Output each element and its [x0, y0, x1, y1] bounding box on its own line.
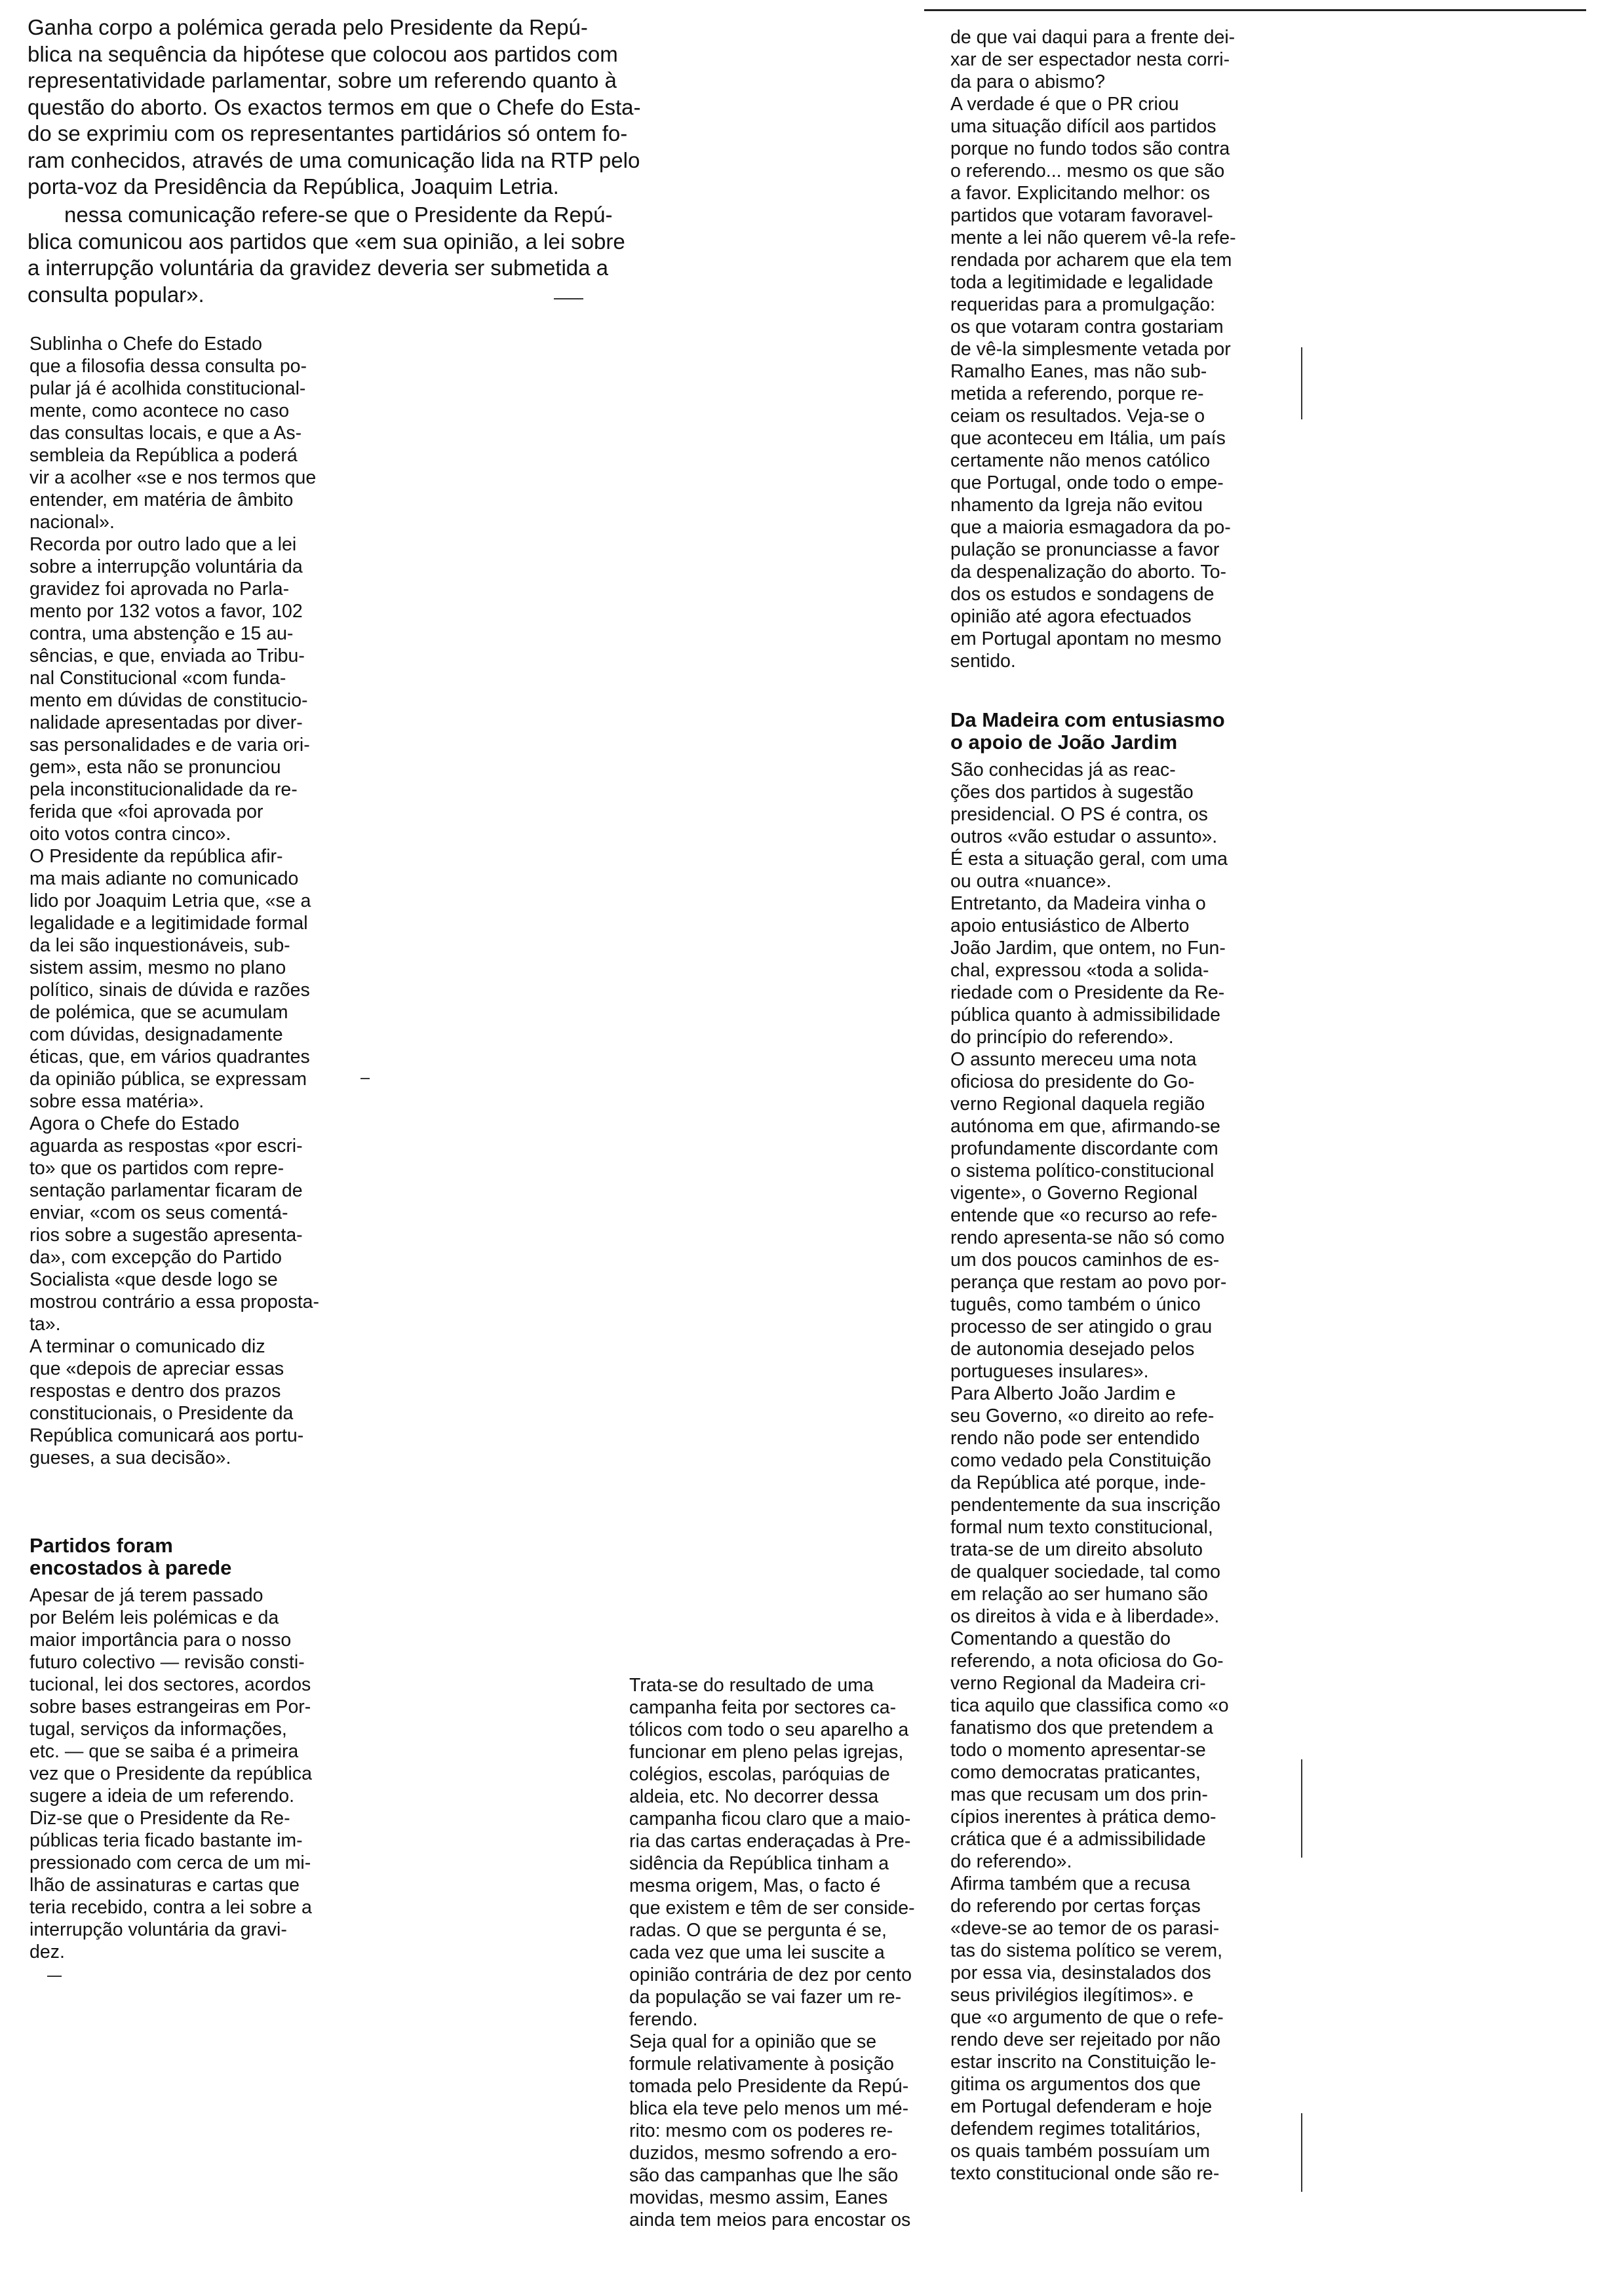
- stray-mark: [554, 298, 583, 299]
- column1-text-part1: Sublinha o Chefe do Estado que a filosofia dessa consulta po- pular já é acolhida constitucional- mente, como acontece no caso das consultas locais, e que a As- sembleia da República a poderá vir a acolher «se e nos termos que entender, em matéria de âmbito nacional». Recorda por outro lado que a lei sobre a interrupção voluntária da gravidez foi aprovada no Parla- mento por 132 votos a favor, 102 contra, uma abstenção e 15 au- sências, e que, enviada ao Tribu- nal Constitucional «com funda- mento em dúvidas de constitucio- nalidade apresentadas por diver- sas personalidades e de varia ori- gem», esta não se pronunciou pela inconstitucionalidade da re- ferida que «foi aprovada por oito votos contra cinco». O Presidente da república afir- ma mais adiante no comunicado lido por Joaquim Letria que, «se a legalidade e a legitimidade formal da lei são inquestionáveis, sub- sistem assim, mesmo no plano político, sinais de dúvida e razões de polémica, que se acumulam com dúvidas, designadamente éticas, que, em vários quadrantes da opinião pública, se expressam sobre essa matéria». Agora o Chefe do Estado aguarda as respostas «por escri- to» que os partidos com repre- sentação parlamentar ficaram de enviar, «com os seus comentá- rios sobre a sugestão apresenta- da», com excepção do Partido Socialista «que desde logo se mostrou contrário a essa proposta- ta». A terminar o comunicado diz que «depois de apreciar essas respostas e dentro dos prazos constitucionais, o Presidente da República comunicará aos portu- gueses, a sua decisão».: [29, 334, 319, 1468]
- margin-mark: [1301, 2113, 1302, 2192]
- column3-text-part1: de que vai daqui para a frente dei- xar de ser espectador nesta corri- da para o abismo? A verdade é que o PR criou uma situação difícil aos partidos porque no fundo todos são contra o referendo... mesmo os que são a favor. Explicitando melhor: os partidos que votaram favoravel- mente a lei não querem vê-la refe- rendada por acharem que ela tem toda a legitimidade e legalidade requeridas para a promulgação: os que votaram contra gostariam de vê-la simplesmente vetada por Ramalho Eanes, mas não sub- metida a referendo, porque re- ceiam os resultados. Veja-se o que aconteceu em Itália, um país certamente não menos católico que Portugal, onde todo o empe- nhamento da Igreja não evitou que a maioria esmagadora da po- pulação se pronunciasse a favor da despenalização do aborto. To- dos os estudos e sondagens de opinião até agora efectuados em Portugal apontam no mesmo sentido.: [950, 27, 1236, 672]
- column2-text: Trata-se do resultado de uma campanha feita por sectores ca- tólicos com todo o seu aparelho a funcionar em pleno pelas igrejas, colégios, escolas, paróquias de aldeia, etc. No decorrer dessa campanha ficou claro que a maio- ria das cartas enderaçadas à Pre- sidência da República tinham a mesma origem, Mas, o facto é que existem e têm de ser conside- radas. O que se pergunta é se, cada vez que uma lei suscite a opinião contrária de dez por cento da população se vai fazer um re- ferendo. Seja qual for a opinião que se formule relativamente à posição tomada pelo Presidente da Repú- blica ela teve pelo menos um mé- rito: mesmo com os poderes re- duzidos, mesmo sofrendo a ero- são das campanhas que lhe são movidas, mesmo assim, Eanes ainda tem meios para encostar os: [629, 1675, 915, 2230]
- column1-text-part2: Apesar de já terem passado por Belém leis polémicas e da maior importância para o nosso futuro colectivo — revisão consti- tucional, lei dos sectores, acordos sobre bases estrangeiras em Por- tugal, serviços da informações, etc. — que se saiba é a primeira vez que o Presidente da república sugere a ideia de um referendo. Diz-se que o Presidente da Re- públicas teria ficado bastante im- pressionado com cerca de um mi- lhão de assinaturas e cartas que teria recebido, contra a lei sobre a interrupção voluntária da gravi- dez.: [29, 1585, 312, 1962]
- top-rule: [924, 9, 1586, 11]
- column1-subheading: Partidos foram encostados à parede: [29, 1534, 232, 1579]
- stray-mark: [47, 1976, 62, 1977]
- column3-subheading: Da Madeira com entusiasmo o apoio de João Jardim: [950, 708, 1225, 754]
- lead-paragraph-2: nessa comunicação refere-se que o Presidente da Repú- blica comunicou aos partidos que «em sua opinião, a lei sobre a interrupção voluntária da gravidez deveria ser submetida a consulta popular».: [28, 202, 625, 307]
- lead-paragraph-1: Ganha corpo a polémica gerada pelo Presidente da Repú- blica na sequência da hipótese que colocou aos partidos com representatividade parlamentar, sobre um referendo quanto à questão do aborto. Os exactos termos em que o Chefe do Esta- do se exprimiu com os representantes partidários só ontem fo- ram conhecidos, através de uma comunicação lida na RTP pelo porta-voz da Presidência da República, Joaquim Letria.: [28, 15, 641, 199]
- stray-mark: [360, 1078, 370, 1079]
- margin-mark: [1301, 1759, 1302, 1858]
- column3-text-part2: São conhecidas já as reac- ções dos partidos à sugestão presidencial. O PS é contra, os outros «vão estudar o assunto». É esta a situação geral, com uma ou outra «nuance». Entretanto, da Madeira vinha o apoio entusiástico de Alberto João Jardim, que ontem, no Fun- chal, expressou «toda a solida- riedade com o Presidente da Re- pública quanto à admissibilidade do princípio do referendo». O assunto mereceu uma nota oficiosa do presidente do Go- verno Regional daquela região autónoma em que, afirmando-se profundamente discordante com o sistema político-constitucional vigente», o Governo Regional entende que «o recurso ao refe- rendo apresenta-se não só como um dos poucos caminhos de es- perança que restam ao povo por- tuguês, como também o único processo de ser atingido o grau de autonomia desejado pelos portugueses insulares». Para Alberto João Jardim e seu Governo, «o direito ao refe- rendo não pode ser entendido como vedado pela Constituição da República até porque, inde- pendentemente da sua inscrição formal num texto constitucional, trata-se de um direito absoluto de qualquer sociedade, tal como em relação ao ser humano são os direitos à vida e à liberdade». Comentando a questão do referendo, a nota oficiosa do Go- verno Regional da Madeira cri- tica aquilo que classifica como «o fanatismo dos que pretendem a todo o momento apresentar-se como democratas praticantes, mas que recusam um dos prin- cípios inerentes à prática demo- crática que é a admissibilidade do referendo». Afirma também que a recusa do referendo por certas forças «deve-se ao temor de os parasi- tas do sistema político se verem, por essa via, desinstalados dos seus privilégios ilegítimos». e que «o argumento de que o refe- rendo deve ser rejeitado por não estar inscrito na Constituição le- gitima os argumentos dos que em Portugal defenderam e hoje defendem regimes totalitários, os quais também possuíam um texto constitucional onde são re-: [950, 759, 1229, 2184]
- margin-mark: [1301, 347, 1302, 419]
